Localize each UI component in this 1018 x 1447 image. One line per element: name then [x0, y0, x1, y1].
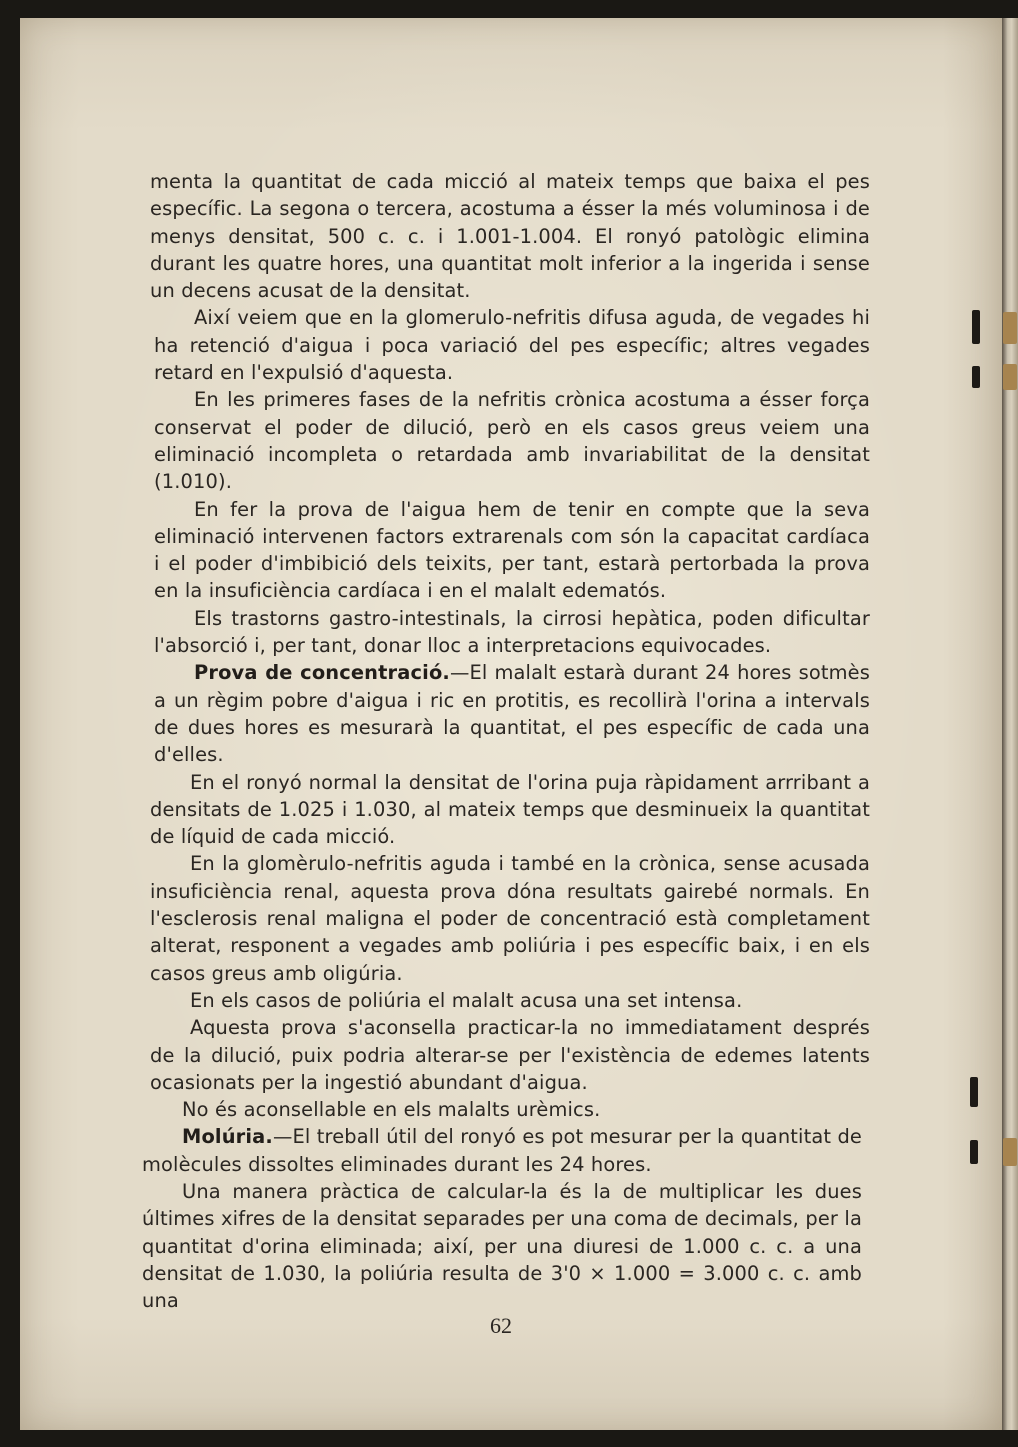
- paragraph-text: Aquesta prova s'aconsella practicar-la no immediatament després de la dilució, puix podria alterar-se per l'existència de edemes latents ocasionats per la ingestió abundant d'aigua.: [150, 1016, 870, 1094]
- paragraph-text: En la glomèrulo-nefritis aguda i també en la crònica, sense acusada insuficiència renal, aquesta prova dóna resultats gairebé normals. En l'esclerosis renal maligna el poder de concentració està completament alterat, responent a vegades amb poliúria i pes específic baix, i en els casos greus amb oligúria.: [150, 852, 870, 985]
- section-heading: Prova de concentració.: [194, 661, 450, 685]
- staple-top-a: [972, 310, 980, 344]
- paragraph-text: Una manera pràctica de calcular-la és la de multiplicar les dues últimes xifres de la densitat separades per una coma de decimals, per la quantitat d'orina eliminada; així, per una diuresi de 1.000 c. c. a una densitat de 1.030, la poliúria resulta de 3'0 × 1.000 = 3.000 c. c. amb una: [142, 1179, 862, 1313]
- paragraph: [150, 850, 870, 986]
- paragraph-text: —El malalt estarà durant 24 hores sotmès a un règim pobre d'aigua i ric en protitis, es recollirà l'orina a intervals de dues hores es mesurarà la quantitat, el pes específic de cada una d'elles.: [154, 661, 870, 767]
- paragraph-text: En les primeres fases de la nefritis crònica acostuma a ésser força conservat el poder de dilució, però en els casos greus veiem una eliminació incompleta o retardada amb invariabilitat de la densitat (1.010).: [154, 388, 870, 494]
- paragraph-text: Els trastorns gastro-intestinals, la cirrosi hepàtica, poden dificultar l'absorció i, per tant, donar lloc a interpretacions equivocades.: [154, 606, 870, 658]
- paragraph: [154, 605, 870, 660]
- paragraph-text: No és aconsellable en els malalts urèmics.: [182, 1098, 601, 1122]
- paragraph-text: —El treball útil del ronyó es pot mesurar per la quantitat de molècules dissoltes eliminades durant les 24 hores.: [142, 1125, 862, 1176]
- staple-bottom-a: [970, 1077, 978, 1107]
- paragraph: [154, 659, 870, 768]
- book-spine-edge: [1002, 18, 1018, 1430]
- paragraph: [142, 1096, 862, 1123]
- paragraph: [150, 168, 870, 304]
- paragraph-text: En el ronyó normal la densitat de l'orina puja ràpidament arrribant a densitats de 1.025 i 1.030, al mateix temps que desminueix la quantitat de líquid de cada micció.: [150, 770, 870, 849]
- tape-top-a: [1003, 312, 1017, 344]
- paragraph: [142, 1178, 862, 1314]
- paragraph-text: En fer la prova de l'aigua hem de tenir en compte que la seva eliminació intervenen factors extrarenals com són la capacitat cardíaca i el poder d'imbibició dels teixits, per tant, estarà pertorbada la prova en la insuficiència cardíaca i en el malalt edematós.: [154, 497, 870, 603]
- body-text: [142, 168, 870, 1314]
- staple-bottom-b: [970, 1140, 978, 1164]
- paragraph: [150, 987, 870, 1014]
- tape-top-b: [1003, 364, 1017, 390]
- paragraph: [150, 769, 870, 851]
- paragraph-text: Així veiem que en la glomerulo-nefritis difusa aguda, de vegades hi ha retenció d'aigua i poca variació del pes específic; altres vegades retard en l'expulsió d'aquesta.: [154, 306, 870, 385]
- paragraph: [154, 304, 870, 386]
- page-number: 62: [490, 1313, 512, 1338]
- paragraph: [154, 386, 870, 495]
- paragraph: [154, 496, 870, 605]
- paragraph: [150, 1014, 870, 1096]
- paragraph-text: En els casos de poliúria el malalt acusa una set intensa.: [190, 988, 743, 1012]
- section-heading: Molúria.: [182, 1125, 273, 1149]
- tape-bottom-b: [1003, 1138, 1017, 1166]
- paragraph: [142, 1123, 862, 1178]
- paragraph-text: menta la quantitat de cada micció al mateix temps que baixa el pes específic. La segona o tercera, acostuma a ésser la més voluminosa i de menys densitat, 500 c. c. i 1.001-1.004. El ronyó patològic elimina durant les quatre hores, una quantitat molt inferior a la ingerida i sense un decens acusat de la densitat.: [150, 170, 870, 303]
- staple-top-b: [972, 366, 980, 388]
